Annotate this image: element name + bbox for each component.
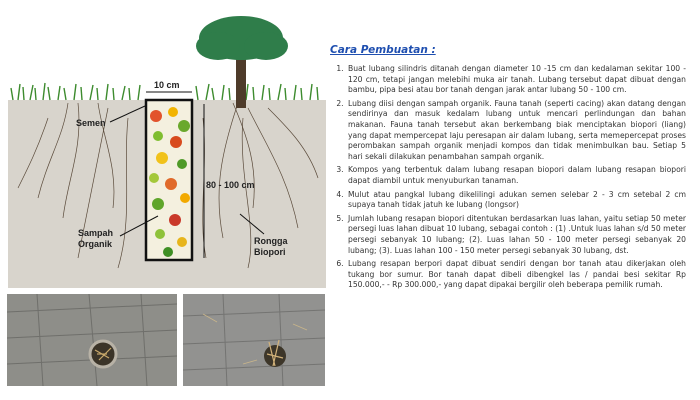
photo-hole-2 [183,294,325,386]
step-item: 4. Mulut atau pangkal lubang dikelilingi adukan semen selebar 2 - 3 cm setebal 2 cm supaya tanah tidak jatuh ke lubang (longsor) [346,190,686,211]
step-item: 5. Jumlah lubang resapan biopori ditentukan berdasarkan luas lahan, yaitu setiap 50 meter persegi luas lahan dibuat 10 lubang, sebagai contoh : (1) .Untuk luas lahan s/d 50 meter persegi sebanyak 10 lubang; (2). Luas lahan 50 - 100 meter persegi sebanyak 20 lubang; (3). Luas lahan 100 - 150 meter persegi sebanyak 30 lubang, dst. [346,214,686,256]
label-waste-2: Organik [78,239,113,249]
tree-crown [196,16,288,60]
steps-list [336,64,686,294]
label-pore-2: Biopori [254,247,286,257]
label-pore-1: Rongga [254,236,288,246]
label-depth: 80 - 100 cm [206,180,255,190]
step-item: 3. Kompos yang terbentuk dalam lubang resapan biopori dalam lubang resapan biopori dapat diambil untuk menyuburkan tanaman. [346,165,686,186]
label-width: 10 cm [154,80,180,90]
photo-hole-1 [7,294,177,386]
label-waste-1: Sampah [78,228,114,238]
label-cement: Semen [76,118,106,128]
biopore-diagram [8,8,326,288]
step-item: 2. Lubang diisi dengan sampah organik. Fauna tanah (seperti cacing) akan datang dengan sendirinya dan masuk kedalam lubang untuk mencari perlindungan dan bahan makanan. Fauna tanah tersebut akan berkembang biak menciptakan biopori (liang) yang dapat mempercepat laju peresapan air dalam lubang, serta memepercepat proses perombakan sampah organik menjadi kompos dan tidak menimbulkan bau. Setiap 5 hari sekali dilakukan penambahan sampah organik. [346,99,686,163]
step-item: 1. Buat lubang silindris ditanah dengan diameter 10 -15 cm dan kedalaman sekitar 100 - 120 cm, tetapi jangan melebihi muka air tanah. Lubang tersebut dapat dibuat dengan bambu, pipa besi atau bor tanah dengan jarak antar lubang 50 - 100 cm. [346,64,686,96]
page-heading: Cara Pembuatan : [330,44,436,56]
step-item: 6. Lubang resapan berpori dapat dibuat sendiri dengan bor tanah atau dikerjakan oleh tukang bor sumur. Bor tanah dapat dibeli dibengkel las / pandai besi sekitar Rp 150.000,- - Rp 300.000,- yang dapat dipakai bergilir oleh beberapa pemilik rumah. [346,259,686,291]
